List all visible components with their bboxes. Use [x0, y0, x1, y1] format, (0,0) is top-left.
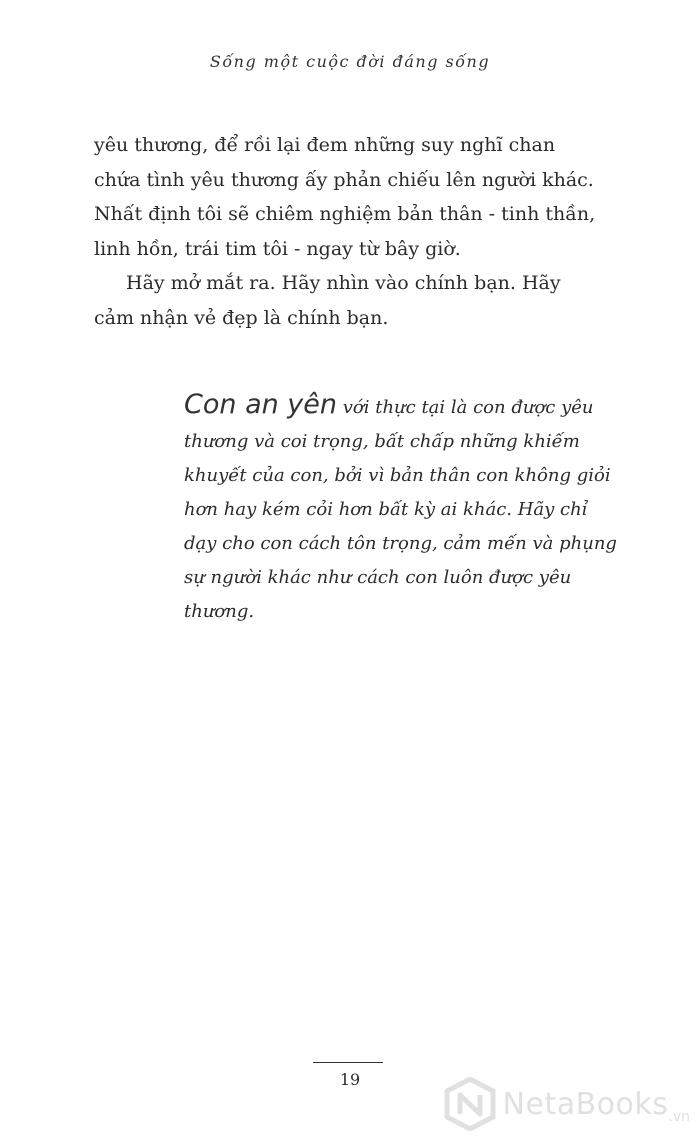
watermark-brand: NetaBooks — [502, 1086, 669, 1122]
quote-first-line — [184, 388, 624, 425]
text-line: cảm nhận vẻ đẹp là chính bạn. — [94, 306, 389, 329]
watermark — [443, 1077, 690, 1131]
paragraph-1 — [94, 128, 614, 266]
quote-line: thương và coi trọng, bất chấp những khiếm — [184, 431, 580, 452]
quote-line: dạy cho con cách tôn trọng, cảm mến và phụng — [184, 533, 617, 554]
quote-line: hơn hay kém cỏi hơn bất kỳ ai khác. Hãy chỉ — [184, 499, 588, 520]
body-text — [94, 128, 614, 335]
netabooks-logo-icon — [443, 1077, 497, 1131]
running-header: Sống một cuộc đời đáng sống — [209, 52, 491, 71]
footer-rule — [313, 1062, 383, 1063]
watermark-suffix: .vn — [668, 1109, 690, 1125]
text-line: chứa tình yêu thương ấy phản chiếu lên người khác. — [94, 168, 594, 191]
paragraph-2 — [94, 266, 614, 335]
quote-line-rest: với thực tại là con được yêu — [337, 397, 594, 418]
text-line: Hãy mở mắt ra. Hãy nhìn vào chính bạn. Hãy — [126, 272, 561, 294]
text-line: linh hồn, trái tim tôi - ngay từ bây giờ. — [94, 237, 461, 260]
quote-lead: Con an yên — [184, 389, 338, 420]
text-line: yêu thương, để rồi lại đem những suy nghĩ chan — [94, 134, 556, 156]
quote-line: khuyết của con, bởi vì bản thân con không giỏi — [184, 465, 611, 486]
quote-block — [184, 388, 624, 629]
quote-line: sự người khác như cách con luôn được yêu — [184, 567, 572, 588]
text-line: Nhất định tôi sẽ chiêm nghiệm bản thân - tinh thần, — [94, 203, 596, 225]
quote-line: thương. — [184, 601, 255, 622]
page-number: 19 — [339, 1070, 361, 1089]
